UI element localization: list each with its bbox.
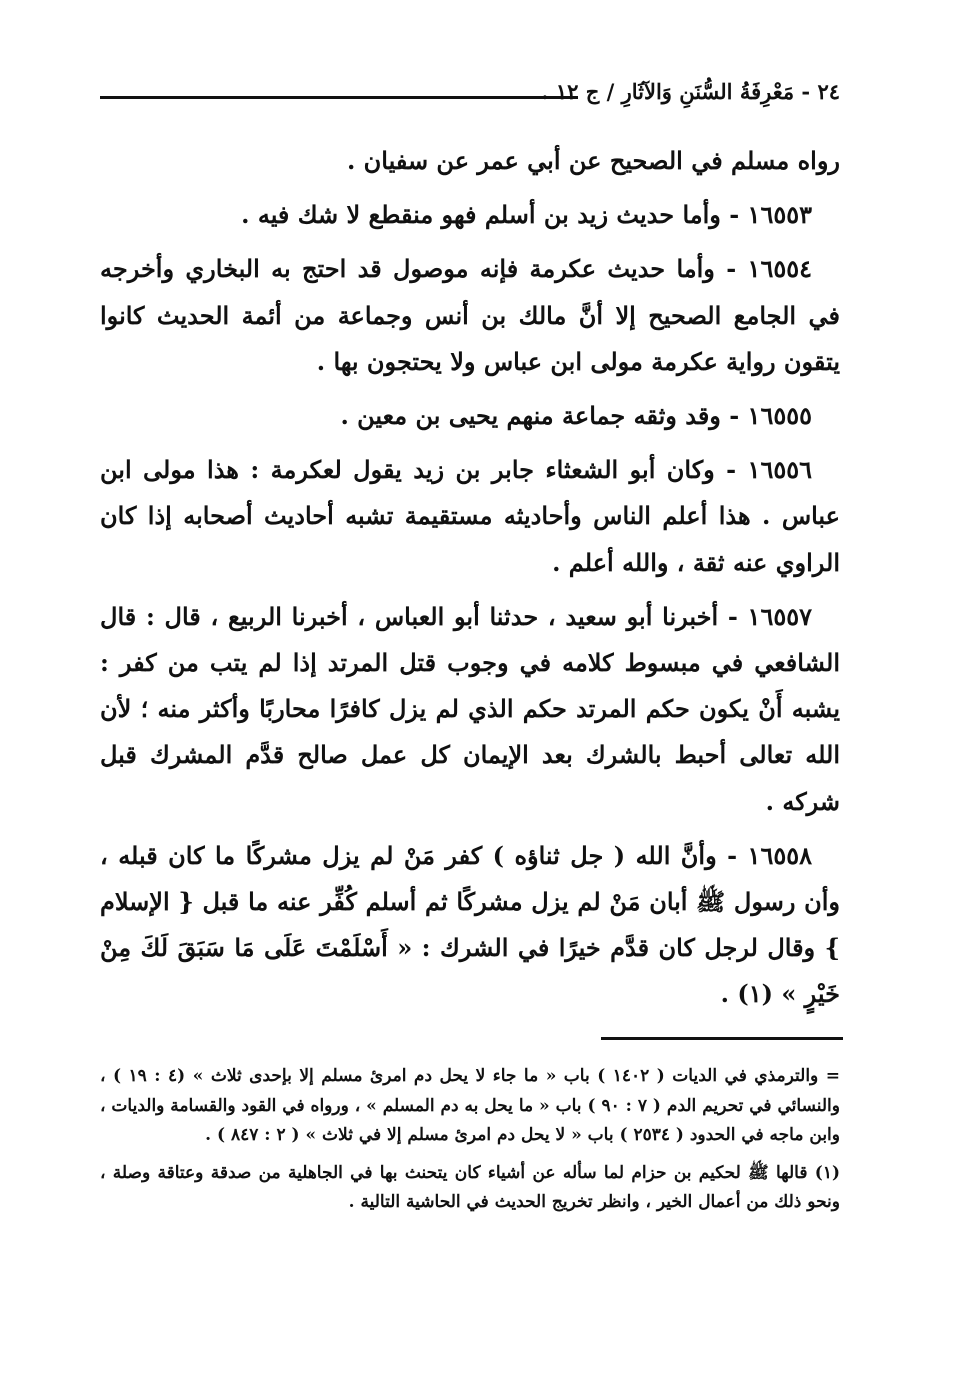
paragraph: رواه مسلم في الصحيح عن أبي عمر عن سفيان . <box>346 146 840 175</box>
paragraph-16556: ١٦٥٥٦ - وكان أبو الشعثاء جابر بن زيد يقول لعكرمة : هذا مولى ابن عباس . هذا أعلم الناس وأحاديثه مستقيمة تشبه أحاديث أصحابه إذا كان الراوي عنه ثقة ، والله أعلم . <box>100 455 840 577</box>
running-title: ٢٤ - مَعْرِفَةُ السُّنَنِ وَالآثَارِ / ج ١٢ . <box>541 79 840 104</box>
paragraph-16554: ١٦٥٥٤ - وأما حديث عكرمة فإنه موصول قد احتج به البخاري وأخرجه في الجامع الصحيح إلا أنَّ مالك بن أنس وجماعة من أئمة الحديث كانوا يتقون رواية عكرمة مولى ابن عباس ولا يحتجون بها . <box>100 254 840 376</box>
paragraph-16557: ١٦٥٥٧ - أخبرنا أبو سعيد ، حدثنا أبو العباس ، أخبرنا الربيع ، قال : قال الشافعي في مبسوط كلامه في وجوب قتل المرتد إذا لم يتب من كفر : يشبه أَنْ يكون حكم المرتد حكم الذي لم يزل كافرًا محاربًا وأكثر منه ؛ لأن الله تعالى أحبط بالشرك بعد الإيمان كل عمل صالح قدَّم المشرك قبل شركه . <box>100 601 840 816</box>
header-rule <box>100 96 578 99</box>
footnote-1: (١) قالها ﷺ لحكيم بن حزام لما سأله عن أشياء كان يتحنث بها في الجاهلية من صدقة وعتاقة وصلة ، ونحو ذلك من أعمال الخير ، وانظر تخريج الحديث في الحاشية التالية . <box>100 1162 840 1212</box>
footnote-separator <box>601 1037 843 1040</box>
paragraph-16555: ١٦٥٥٥ - وقد وثقه جماعة منهم يحيى بن معين . <box>340 401 812 431</box>
paragraph-16553: ١٦٥٥٣ - وأما حديث زيد بن أسلم فهو منقطع لا شك فيه . <box>241 200 812 230</box>
paragraph-16558: ١٦٥٥٨ - وأنَّ الله ( جل ثناؤه ) كفر مَنْ لم يزل مشركًا ما كان قبله ، وأن رسول ﷺ أبان مَنْ لم يزل مشركًا ثم أسلم كُفِّر عنه ما قبل { الإسلام } وقال لرجل كان قدَّم خيرًا في الشرك : « أَسْلَمْتَ عَلَى مَا سَبَقَ لَكَ مِنْ خَيْرٍ » (١) . <box>100 840 840 1009</box>
main-text <box>100 138 840 1026</box>
footnotes <box>100 1062 840 1226</box>
running-header <box>100 78 840 106</box>
footnote-continued: = والترمذي في الديات ( ١٤٠٢ ) باب « ما جاء لا يحل دم امرئ مسلم إلا بإحدى ثلاث » (٤ : ١٩ ) ، والنسائي في تحريم الدم ( ٧ : ٩٠ ) باب « ما يحل به دم المسلم » ، ورواه في القود والقسامة والديات ، وابن ماجه في الحدود ( ٢٥٣٤ ) باب « لا يحل دم امرئ مسلم إلا في ثلاث » ( ٢ : ٨٤٧ ) . <box>100 1066 840 1145</box>
